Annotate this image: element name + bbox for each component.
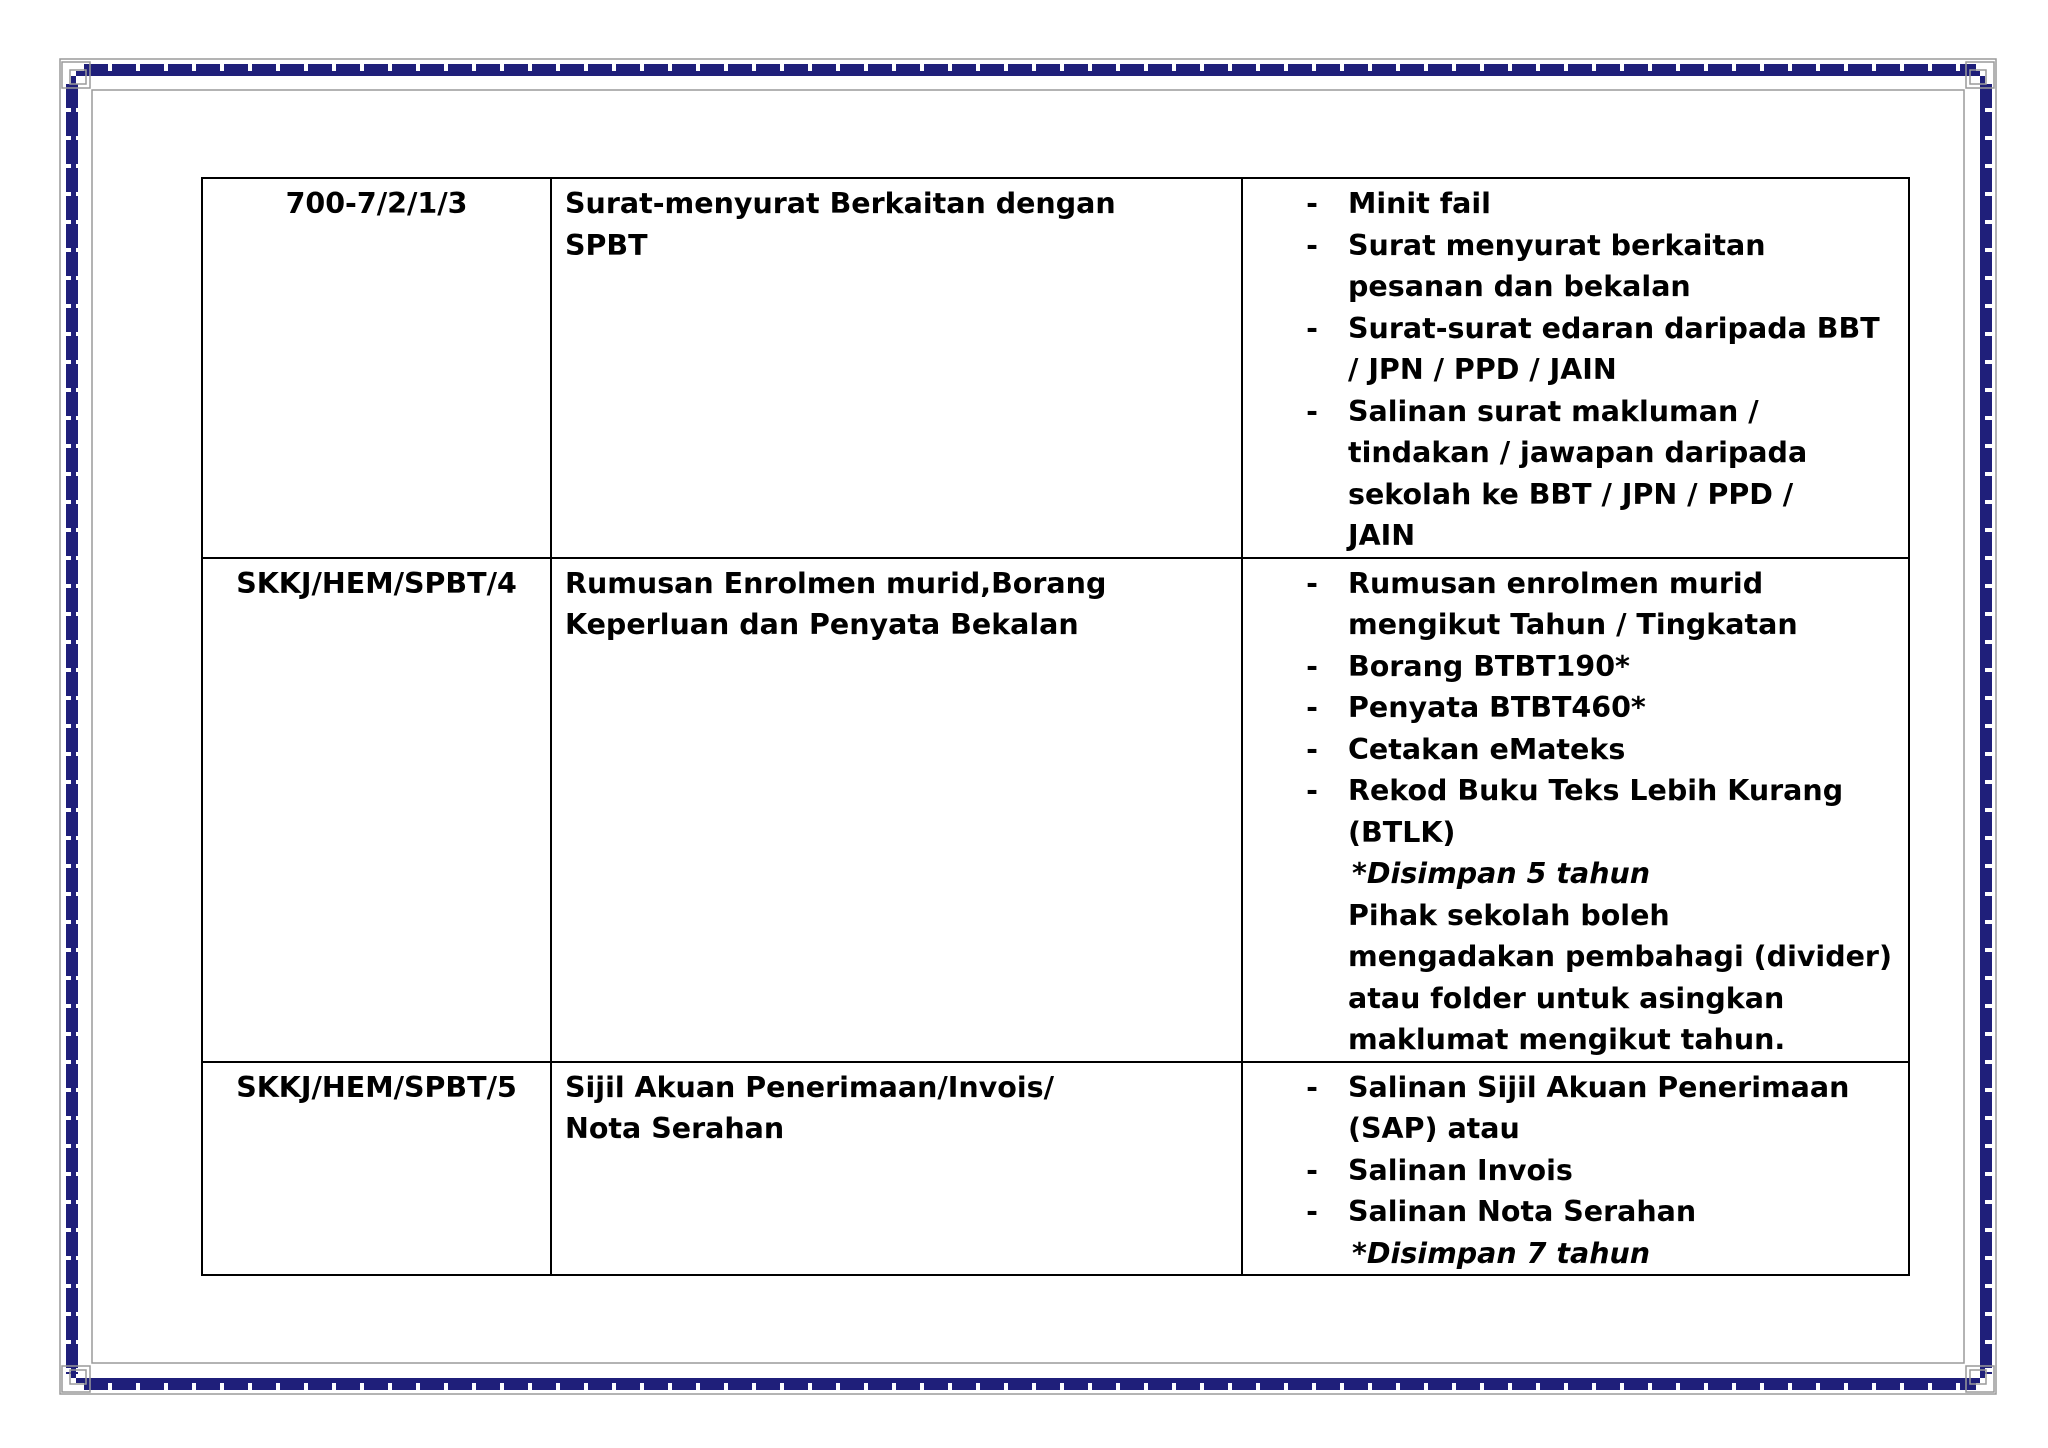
file-code: SKKJ/HEM/SPBT/4 (236, 566, 517, 600)
file-contents-cell (1242, 1062, 1909, 1276)
item-line: pesanan dan bekalan (1348, 270, 1691, 303)
dash-marker: - (1306, 311, 1318, 345)
file-code-cell (202, 558, 551, 1062)
item-line: Surat-surat edaran daripada BBT (1348, 311, 1880, 345)
file-title-line: Rumusan Enrolmen murid,Borang (565, 566, 1107, 600)
note-line: atau folder untuk asingkan (1348, 981, 1785, 1015)
dash-marker: - (1306, 394, 1318, 428)
file-title-cell (551, 178, 1242, 558)
dash-marker: - (1306, 649, 1318, 683)
item-line: Cetakan eMateks (1348, 732, 1626, 766)
item-line: Salinan Nota Serahan (1348, 1195, 1697, 1228)
list-item (1243, 646, 1898, 688)
item-line: (SAP) atau (1348, 1112, 1520, 1145)
file-title-line: Sijil Akuan Penerimaan/Invois/ (565, 1070, 1054, 1104)
table-row (202, 558, 1909, 1062)
file-code-cell (202, 178, 551, 558)
item-line: Rumusan enrolmen murid (1348, 566, 1764, 600)
item-line: (BTLK) (1348, 815, 1456, 849)
file-title-cell (551, 558, 1242, 1062)
list-item (1243, 308, 1898, 391)
item-line: Surat menyurat berkaitan (1348, 228, 1766, 262)
item-line: Salinan Invois (1348, 1153, 1573, 1187)
file-code: 700-7/2/1/3 (285, 187, 468, 220)
list-item (1243, 1150, 1898, 1192)
table-row (202, 178, 1909, 558)
table-row (202, 1062, 1909, 1276)
item-line: sekolah ke BBT / JPN / PPD / (1348, 477, 1794, 511)
item-line: tindakan / jawapan daripada (1348, 436, 1808, 469)
dash-marker: - (1306, 1070, 1318, 1104)
file-contents-cell (1242, 178, 1909, 558)
file-code: SKKJ/HEM/SPBT/5 (236, 1070, 517, 1104)
file-title-line: Keperluan dan Penyata Bekalan (565, 608, 1079, 641)
file-title-line: SPBT (565, 228, 648, 262)
item-line: Minit fail (1348, 187, 1491, 220)
note-line: mengadakan pembahagi (divider) (1348, 940, 1893, 973)
dash-marker: - (1306, 1153, 1318, 1187)
item-line: JAIN (1348, 519, 1416, 552)
list-item (1243, 1067, 1898, 1150)
dash-marker: - (1306, 228, 1318, 262)
dash-marker: - (1306, 566, 1318, 600)
retention-note: *Disimpan 5 tahun (1352, 857, 1651, 890)
list-item (1243, 687, 1898, 729)
note-line: Pihak sekolah boleh (1348, 898, 1670, 932)
item-line: Penyata BTBT460* (1348, 691, 1646, 724)
retention-note: *Disimpan 7 tahun (1352, 1236, 1651, 1270)
dash-marker: - (1306, 1195, 1318, 1228)
list-item (1243, 1191, 1898, 1233)
list-item (1243, 563, 1898, 646)
item-line: Borang BTBT190* (1348, 649, 1630, 683)
file-title-line: Surat-menyurat Berkaitan dengan (565, 187, 1116, 220)
list-item (1243, 391, 1898, 557)
item-line: / JPN / PPD / JAIN (1348, 353, 1617, 386)
dash-marker: - (1306, 774, 1318, 807)
item-line: Rekod Buku Teks Lebih Kurang (1348, 774, 1844, 807)
file-code-cell (202, 1062, 551, 1276)
dash-marker: - (1306, 732, 1318, 766)
note-line: maklumat mengikut tahun. (1348, 1023, 1786, 1056)
list-item (1243, 729, 1898, 771)
item-line: mengikut Tahun / Tingkatan (1348, 608, 1798, 641)
file-records-table (201, 177, 1910, 1276)
file-title-cell (551, 1062, 1242, 1276)
item-line: Salinan Sijil Akuan Penerimaan (1348, 1070, 1850, 1104)
dash-marker: - (1306, 187, 1318, 220)
list-item (1243, 770, 1898, 853)
dash-marker: - (1306, 691, 1318, 724)
list-item (1243, 225, 1898, 308)
file-contents-cell (1242, 558, 1909, 1062)
list-item (1243, 183, 1898, 225)
item-line: Salinan surat makluman / (1348, 394, 1759, 428)
file-title-line: Nota Serahan (565, 1112, 785, 1145)
